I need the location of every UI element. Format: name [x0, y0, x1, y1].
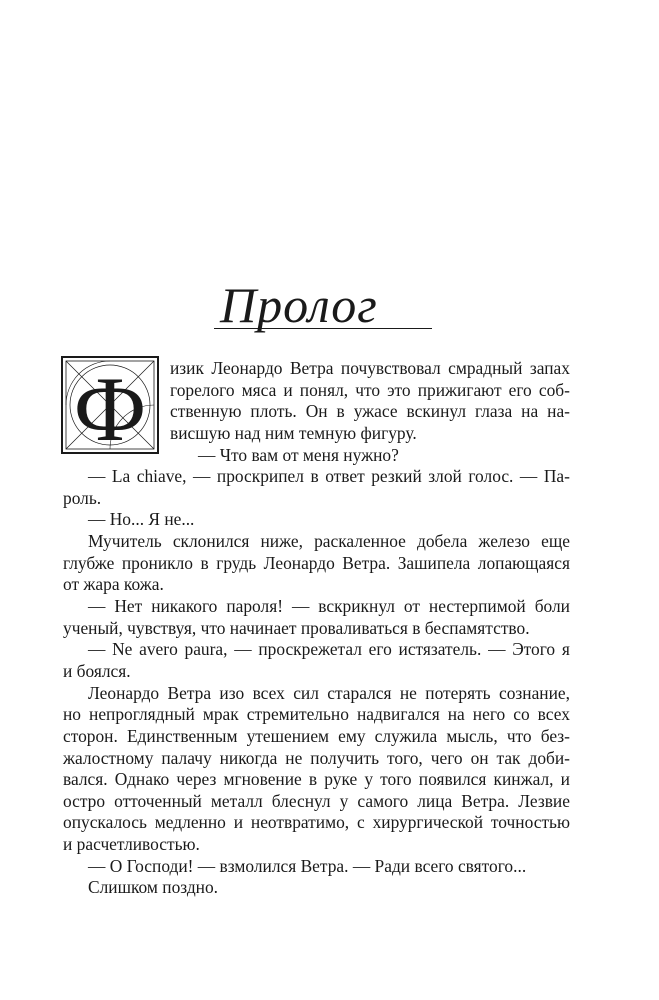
- text-line: — Нет никакого пароля! — вскрикнул от нестерпимой боли: [88, 596, 570, 617]
- text-line: и расчетливостью.: [63, 834, 200, 855]
- text-line: ственную плоть. Он в ужасе вскинул глаза на на-: [170, 401, 570, 422]
- text-line: остро отточенный металл блеснул у самого лица Ветра. Лезвие: [63, 790, 570, 811]
- text-line: — Ne avero paura, — проскрежетал его истязатель. — Этого я: [88, 639, 570, 660]
- text-line: от жара кожа.: [63, 574, 164, 595]
- text-line: — О Господи! — взмолился Ветра. — Ради всего святого...: [88, 855, 527, 876]
- text-line: — Но... Я не...: [88, 509, 195, 530]
- text-line: глубже проникло в грудь Леонардо Ветра. Зашипела лопающаяся: [63, 552, 570, 573]
- text-line: и боялся.: [63, 660, 131, 681]
- chapter-title: Пролог: [220, 277, 378, 333]
- text-line: изик Леонардо Ветра почувствовал смрадный запах: [170, 358, 570, 378]
- text-line: жалостному палачу никогда не получить того, чего он так доби-: [63, 747, 570, 768]
- text-line: ученый, чувствуя, что начинает проваливаться в беспамятство.: [63, 617, 530, 638]
- text-line: Слишком поздно.: [88, 877, 219, 898]
- body-text: [63, 358, 570, 899]
- text-line: опускалось медленно и неотвратимо, с хирургической точностью: [63, 812, 570, 833]
- text-line: — La chiave, — проскрипел в ответ резкий злой голос. — Па-: [88, 466, 570, 487]
- text-line: висшую над ним темную фигуру.: [170, 422, 417, 443]
- text-line: роль.: [63, 487, 102, 508]
- text-line: Мучитель склонился ниже, раскаленное добела железо еще: [88, 531, 570, 552]
- text-line: Леонардо Ветра изо всех сил старался не потерять сознание,: [88, 682, 570, 703]
- text-line: горелого мяса и понял, что это прижигают его соб-: [170, 379, 570, 400]
- text-line: вался. Однако через мгновение в руке у того появился кинжал, и: [63, 769, 570, 790]
- text-line: — Что вам от меня нужно?: [198, 444, 399, 465]
- text-line: но непроглядный мрак стремительно надвигался на него со всех: [63, 704, 570, 725]
- text-line: сторон. Единственным утешением ему служила мысль, что без-: [63, 725, 570, 746]
- dropcap-letter: Ф: [73, 358, 147, 454]
- title-underline: [214, 328, 432, 329]
